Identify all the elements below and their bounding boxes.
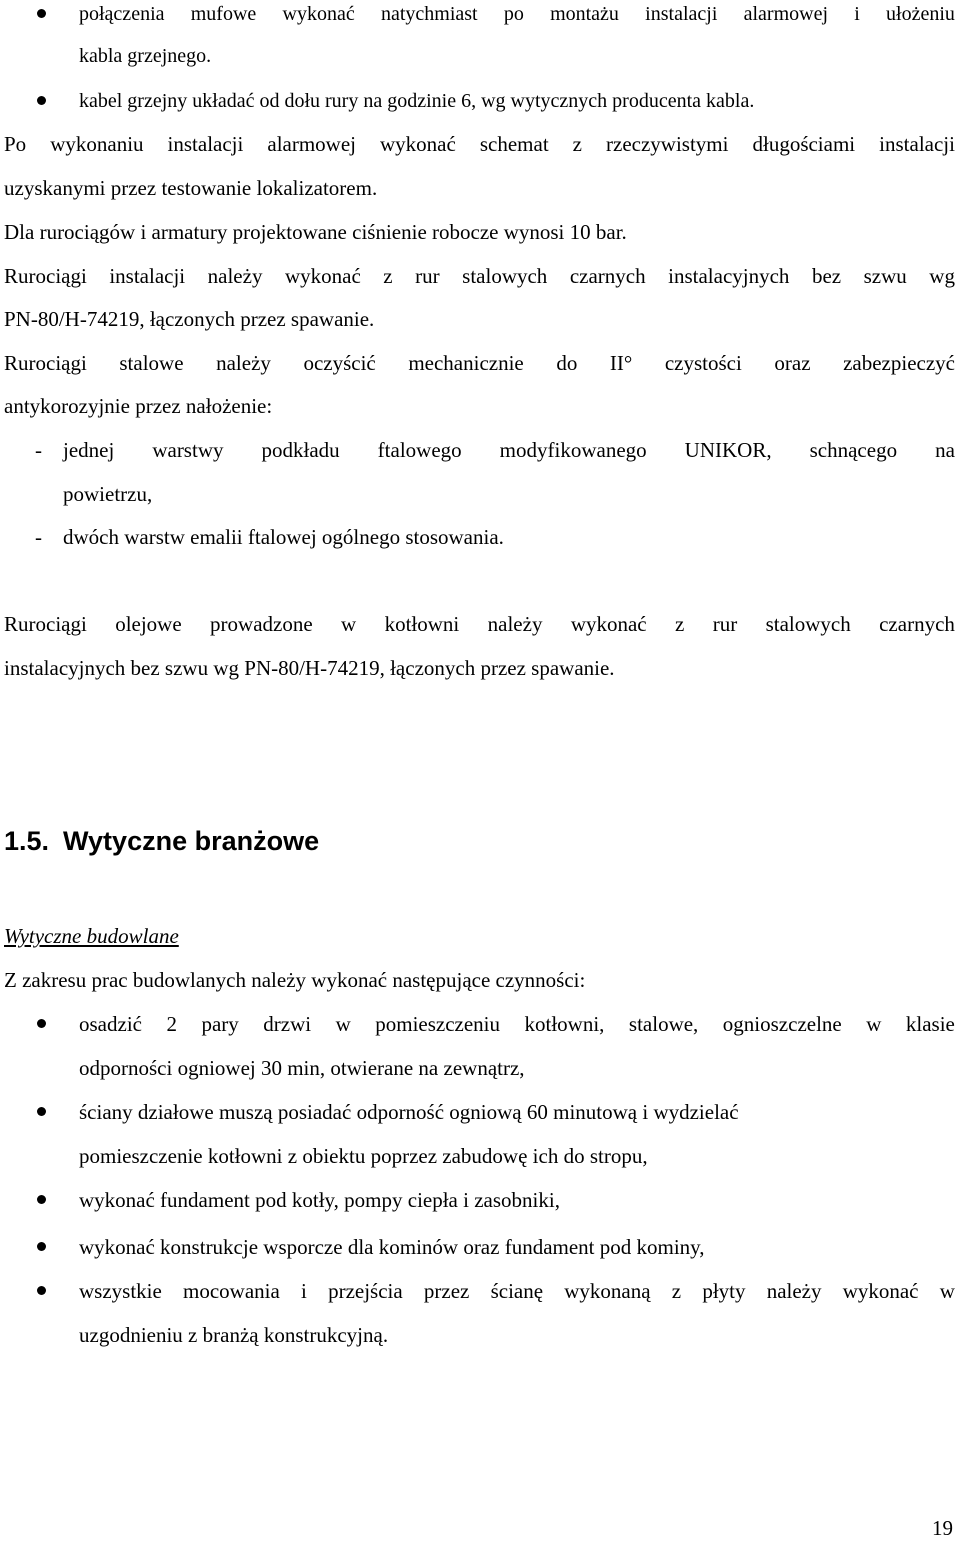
bullet-line: kabel grzejny układać od dołu rury na godzinie 6, wg wytycznych producenta kabla.: [79, 90, 755, 112]
bullet-line: połączenia mufowe wykonać natychmiast po montażu instalacji alarmowej i ułożeniu: [79, 3, 955, 25]
intro-line: Z zakresu prac budowlanych należy wykonać następujące czynności:: [4, 968, 586, 992]
paragraph-line: instalacyjnych bez szwu wg PN-80/H-74219, łączonych przez spawanie.: [4, 656, 615, 680]
bullet-icon: [37, 1195, 46, 1204]
bullet-icon: [37, 1107, 46, 1116]
bullet-line: ściany działowe muszą posiadać odporność ogniową 60 minutową i wydzielać: [79, 1100, 739, 1124]
paragraph-line: antykorozyjnie przez nałożenie:: [4, 394, 273, 418]
bullet-icon: [37, 96, 46, 105]
bullet-line: wykonać konstrukcje wsporcze dla kominów oraz fundament pod kominy,: [79, 1235, 705, 1259]
bullet-item-text: [79, 43, 211, 69]
bullet-line: osadzić 2 pary drzwi w pomieszczeniu kotłowni, stalowe, ognioszczelne w klasie: [79, 1012, 955, 1036]
dash-item-line: dwóch warstw emalii ftalowej ogólnego stosowania.: [63, 525, 504, 549]
bullet-line: pomieszczenie kotłowni z obiektu poprzez zabudowę ich do stropu,: [79, 1144, 648, 1168]
dash-item-line: powietrzu,: [63, 482, 153, 506]
paragraph-line: Rurociągi instalacji należy wykonać z rur stalowych czarnych instalacyjnych bez szwu wg: [4, 264, 955, 288]
paragraph-line: Rurociągi stalowe należy oczyścić mechanicznie do II° czystości oraz zabezpieczyć: [4, 351, 955, 375]
bullet-icon: [37, 1242, 46, 1251]
dash-marker: -: [35, 438, 42, 462]
bullet-icon: [37, 9, 46, 18]
bullet-line: uzgodnieniu z branżą konstrukcyjną.: [79, 1323, 389, 1347]
paragraph-line: Rurociągi olejowe prowadzone w kotłowni należy wykonać z rur stalowych czarnych: [4, 612, 955, 636]
bullet-line: wszystkie mocowania i przejścia przez ścianę wykonaną z płyty należy wykonać w: [79, 1279, 955, 1303]
bullet-line: kabla grzejnego.: [79, 45, 212, 67]
section-heading: [4, 825, 319, 857]
paragraph-line: Dla rurociągów i armatury projektowane ciśnienie robocze wynosi 10 bar.: [4, 220, 627, 244]
dash-item-line: jednej warstwy podkładu ftalowego modyfikowanego UNIKOR, schnącego na: [63, 438, 955, 462]
section-number: 1.5.: [4, 826, 50, 856]
paragraph-line: PN-80/H-74219, łączonych przez spawanie.: [4, 307, 375, 331]
section-title: Wytyczne branżowe: [63, 826, 320, 856]
bullet-icon: [37, 1019, 46, 1028]
paragraph-line: uzyskanymi przez testowanie lokalizatorem.: [4, 176, 378, 200]
subsection-title: Wytyczne budowlane: [4, 924, 179, 948]
bullet-line: odporności ogniowej 30 min, otwierane na zewnątrz,: [79, 1056, 525, 1080]
bullet-item-text: [79, 1, 955, 27]
bullet-item-text: [79, 88, 754, 114]
bullet-icon: [37, 1286, 46, 1295]
paragraph-line: Po wykonaniu instalacji alarmowej wykonać schemat z rzeczywistymi długościami instalacji: [4, 132, 955, 156]
dash-marker: -: [35, 525, 42, 549]
bullet-line: wykonać fundament pod kotły, pompy ciepła i zasobniki,: [79, 1188, 560, 1212]
page-number: 19: [932, 1516, 953, 1540]
